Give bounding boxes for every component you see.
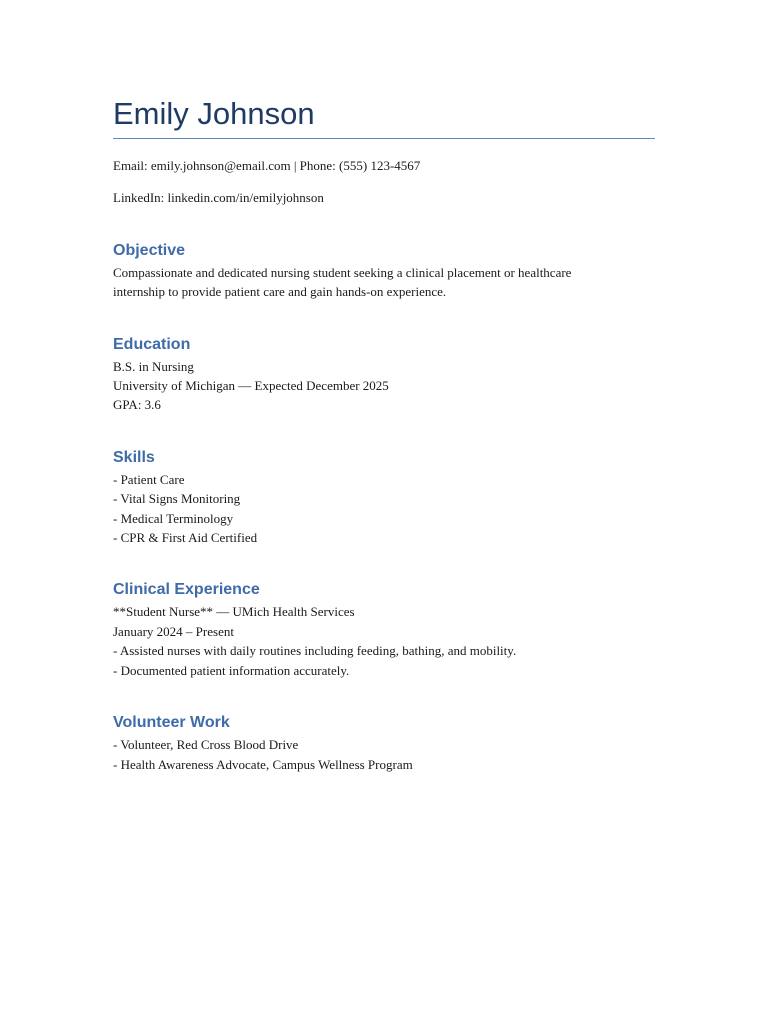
skill-item: - Patient Care [113, 471, 185, 487]
section-objective [113, 241, 655, 302]
skill-item: - Vital Signs Monitoring [113, 491, 241, 507]
objective-line: internship to provide patient care and gain hands-on experience. [113, 284, 447, 300]
section-heading-education: Education [113, 335, 191, 353]
section-heading-volunteer-work: Volunteer Work [113, 714, 230, 732]
education-text [113, 357, 655, 415]
skill-item: - CPR & First Aid Certified [113, 530, 258, 546]
objective-text [113, 263, 655, 302]
section-heading-skills: Skills [113, 448, 155, 466]
contact-email-phone: Email: emily.johnson@email.com | Phone: (555) 123-4567 [113, 158, 421, 173]
skills-list [113, 470, 655, 548]
contact-linkedin: LinkedIn: linkedin.com/in/emilyjohnson [113, 190, 324, 206]
section-clinical-experience [113, 580, 655, 680]
clinical-duty: - Documented patient information accurately. [113, 662, 350, 678]
clinical-role: **Student Nurse** — UMich Health Services [113, 604, 355, 620]
clinical-experience-text [113, 602, 655, 680]
education-degree: B.S. in Nursing [113, 358, 194, 374]
volunteer-item: - Health Awareness Advocate, Campus Wellness Program [113, 756, 413, 772]
section-heading-clinical-experience: Clinical Experience [113, 581, 260, 599]
education-gpa: GPA: 3.6 [113, 397, 161, 413]
section-skills [113, 448, 655, 548]
volunteer-list [113, 735, 655, 774]
skill-item: - Medical Terminology [113, 510, 234, 526]
volunteer-item: - Volunteer, Red Cross Blood Drive [113, 737, 299, 753]
education-school: University of Michigan — Expected December 2025 [113, 378, 389, 394]
clinical-dates: January 2024 – Present [113, 623, 234, 639]
clinical-duty: - Assisted nurses with daily routines including feeding, bathing, and mobility. [113, 643, 517, 659]
section-education [113, 335, 655, 415]
resume-name: Emily Johnson [113, 94, 655, 139]
section-heading-objective: Objective [113, 241, 186, 259]
objective-line: Compassionate and dedicated nursing student seeking a clinical placement or healthcare [113, 264, 572, 280]
section-volunteer-work [113, 713, 655, 774]
resume-page [113, 94, 655, 774]
